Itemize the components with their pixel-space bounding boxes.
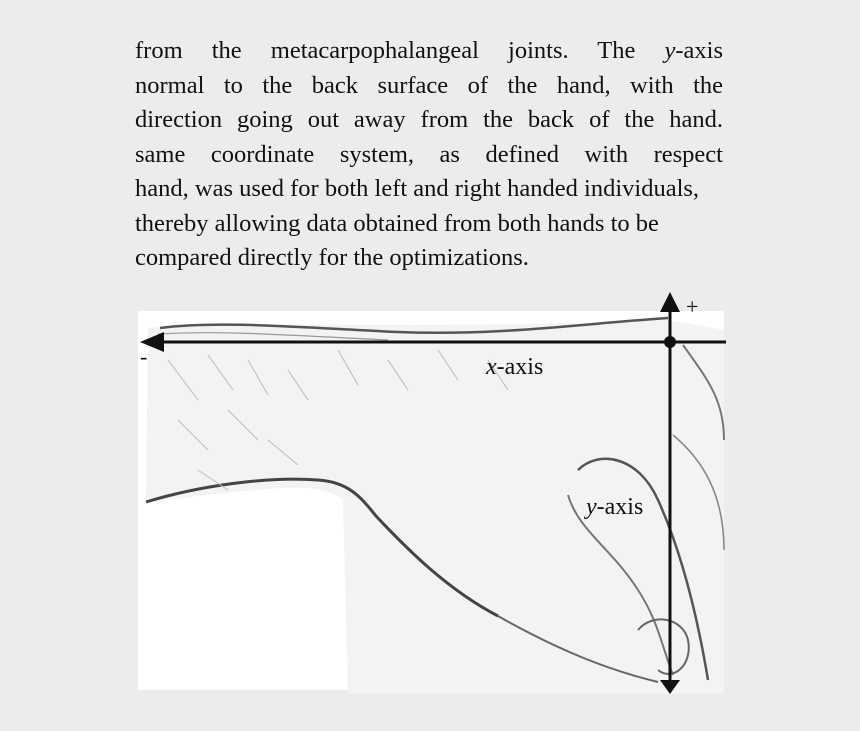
hand-sketch bbox=[138, 290, 726, 694]
origin-point bbox=[664, 336, 676, 348]
paragraph-line-1: from the metacarpophalangeal joints. The y-axis bbox=[135, 37, 723, 64]
plus-sign-label: + bbox=[686, 294, 699, 319]
paragraph-line-6: thereby allowing data obtained from both hands to be bbox=[135, 209, 659, 237]
paragraph-line-2: normal to the back surface of the hand, with the bbox=[135, 71, 723, 99]
y-axis-arrowhead-top bbox=[660, 292, 680, 312]
paragraph-line-5: hand, was used for both left and right handed individuals, bbox=[135, 175, 700, 202]
y-axis-label: y-axis bbox=[586, 494, 644, 520]
body-paragraph bbox=[135, 34, 723, 276]
paragraph-line-3: direction going out away from the back of the hand. bbox=[135, 106, 723, 133]
paragraph-line-4: same coordinate system, as defined with respect bbox=[135, 140, 723, 168]
hand-coordinate-figure bbox=[138, 290, 726, 694]
paragraph-line-7: compared directly for the optimizations. bbox=[135, 244, 529, 271]
x-axis-label: x-axis bbox=[486, 354, 544, 380]
minus-sign-label: - bbox=[140, 344, 148, 369]
